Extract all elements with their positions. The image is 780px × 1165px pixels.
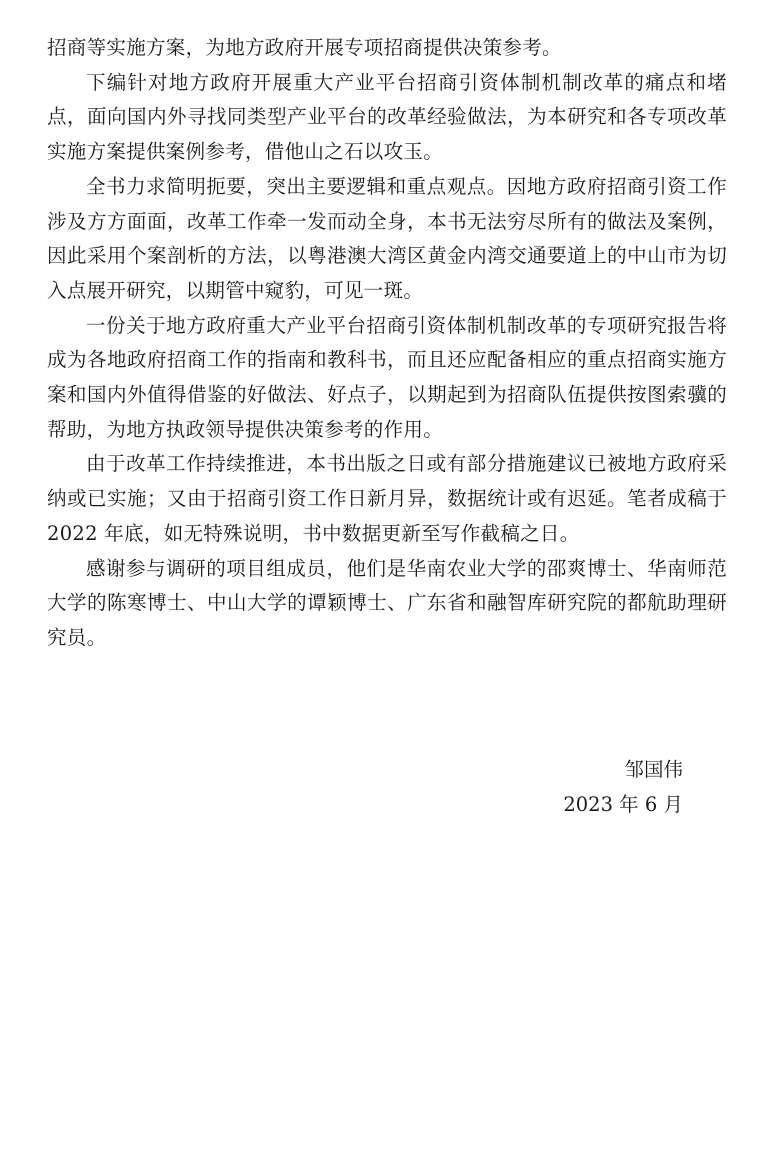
paragraph-2: 下编针对地方政府开展重大产业平台招商引资体制机制改革的痛点和堵点，面向国内外寻找同类型产业平台的改革经验做法，为本研究和各专项改革实施方案提供案例参考，借他山之石以攻玉。 bbox=[47, 70, 727, 164]
paragraph-4: 一份关于地方政府重大产业平台招商引资体制机制改革的专项研究报告将成为各地政府招商工作的指南和教科书，而且还应配备相应的重点招商实施方案和国内外值得借鉴的好做法、好点子，以期起到为招商队伍提供按图索骥的帮助，为地方执政领导提供决策参考的作用。 bbox=[47, 313, 727, 441]
paragraph-3: 全书力求简明扼要，突出主要逻辑和重点观点。因地方政府招商引资工作涉及方方面面，改革工作牵一发而动全身，本书无法穷尽所有的做法及案例，因此采用个案剖析的方法，以粤港澳大湾区黄金内湾交通要道上的中山市为切入点展开研究，以期管中窥豹，可见一斑。 bbox=[47, 174, 727, 302]
paragraph-5: 由于改革工作持续推进，本书出版之日或有部分措施建议已被地方政府采纳或已实施；又由于招商引资工作日新月异，数据统计或有迟延。笔者成稿于 2022 年底，如无特殊说明，书中数据更新至写作截稿之日。 bbox=[47, 452, 727, 545]
signature-date: 2023 年 6 月 bbox=[563, 793, 683, 816]
signature-author: 邹国伟 bbox=[624, 758, 683, 781]
paragraph-6: 感谢参与调研的项目组成员，他们是华南农业大学的邵爽博士、华南师范大学的陈寒博士、中山大学的谭颖博士、广东省和融智库研究院的都航助理研究员。 bbox=[47, 556, 727, 649]
document-body bbox=[47, 31, 727, 656]
paragraph-1: 招商等实施方案，为地方政府开展专项招商提供决策参考。 bbox=[47, 36, 562, 59]
